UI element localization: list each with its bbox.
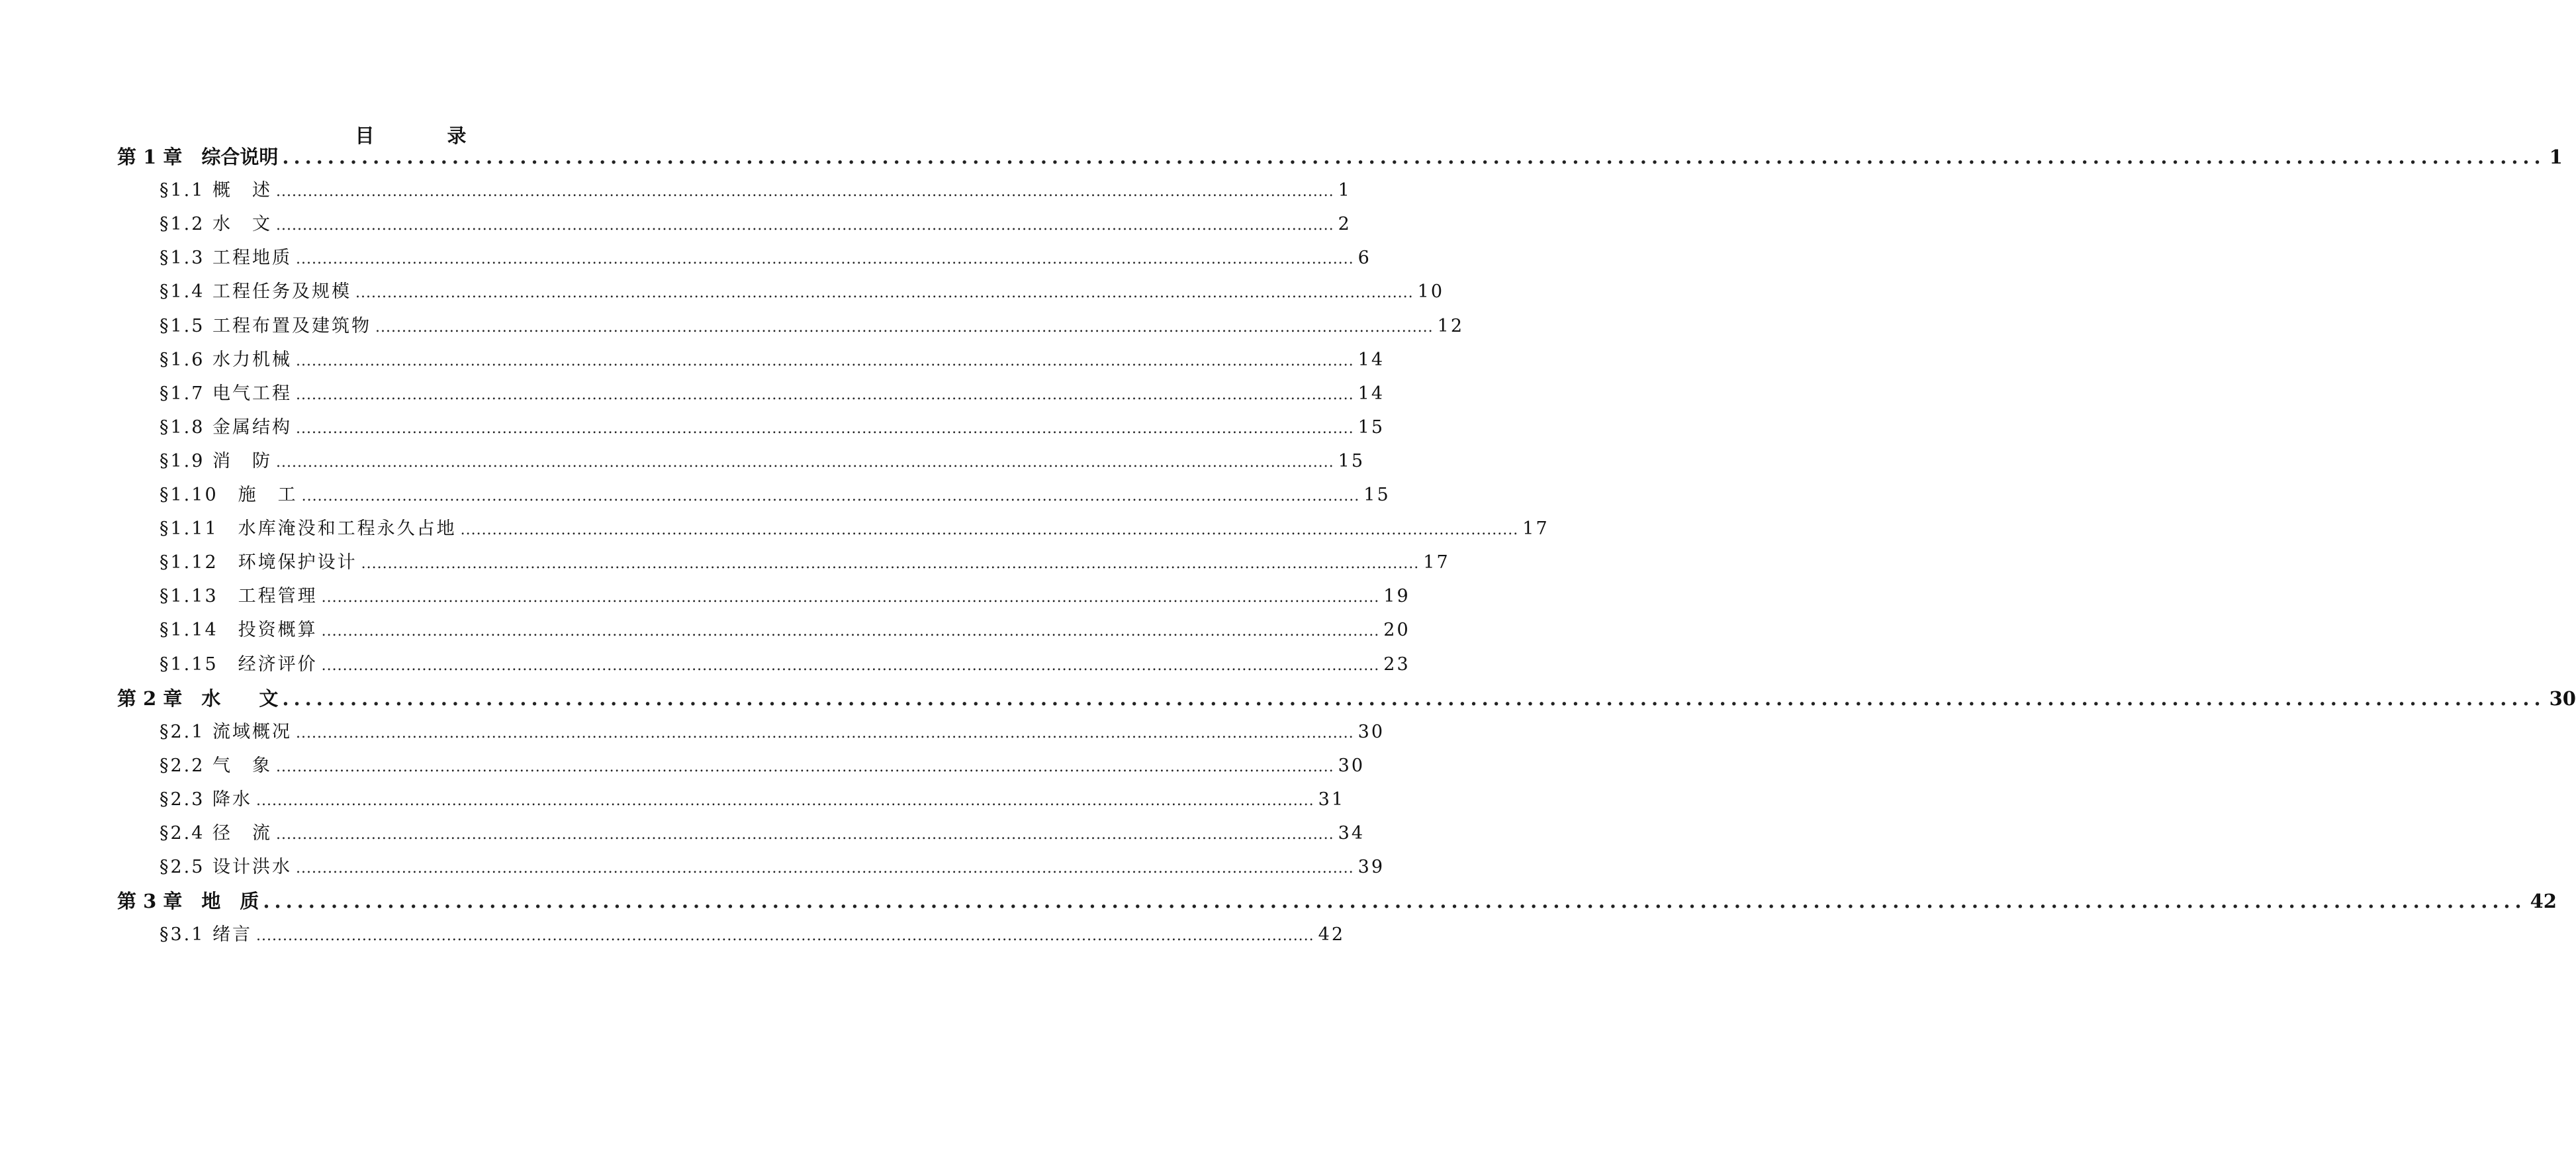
dot-leader: ........................................................................................................................................................................................................: [256, 793, 1314, 809]
dot-leader: ........................................................................................................................................................................................................: [276, 183, 1334, 200]
toc-section-entry[interactable]: [160, 820, 1365, 847]
toc-entry-label: §1.6 水力机械: [160, 350, 293, 370]
toc-entry-label: §1.7 电气工程: [160, 383, 293, 404]
toc-section-entry[interactable]: [160, 583, 1410, 610]
toc-section-entry[interactable]: [160, 753, 1365, 779]
toc-page-number: 17: [1423, 552, 1450, 573]
toc-entry-label: §1.15 经济评价: [160, 654, 318, 675]
toc-entry-label: §2.3 降水: [160, 789, 253, 810]
dot-leader: ........................................................................................................................................................................................................: [296, 860, 1354, 877]
toc-entry-label: §1.10 施 工: [160, 485, 298, 505]
dot-leader: ........................................................................................................................................................................................................: [460, 522, 1519, 538]
toc-entry-label: §2.5 设计洪水: [160, 857, 293, 877]
dot-leader: ........................................................................................................................................................................................................: [276, 454, 1334, 471]
toc-section-entry[interactable]: [160, 482, 1391, 508]
toc-section-entry[interactable]: [160, 617, 1410, 644]
dot-leader: ........................................................................................................................................................................................................: [276, 217, 1334, 234]
toc-page-number: 14: [1357, 350, 1385, 370]
toc-page-number: 20: [1383, 620, 1410, 640]
dot-leader: ........................................................................................................................................................................................................: [276, 826, 1334, 843]
toc-page-number: 6: [1357, 248, 1371, 268]
toc-page-number: 31: [1318, 789, 1346, 810]
dot-leader: ........................................................................................................................................................................................................: [282, 687, 2546, 710]
toc-page-number: 1: [2549, 146, 2563, 168]
toc-entry-label: §1.2 水 文: [160, 214, 273, 234]
toc-chapter-entry[interactable]: [117, 144, 2563, 170]
toc-page-number: 30: [1338, 755, 1365, 776]
toc-page-number: 23: [1383, 654, 1410, 675]
toc-entry-label: §1.13 工程管理: [160, 586, 318, 606]
dot-leader: ........................................................................................................................................................................................................: [375, 319, 1434, 336]
dot-leader: ........................................................................................................................................................................................................: [296, 725, 1354, 742]
toc-page-number: 42: [1318, 924, 1346, 945]
toc-entry-label: §2.4 径 流: [160, 823, 273, 844]
dot-leader: ........................................................................................................................................................................................................: [361, 556, 1420, 572]
dot-leader: ........................................................................................................................................................................................................: [296, 387, 1354, 403]
toc-page-number: 42: [2530, 890, 2557, 912]
toc-page-number: 15: [1357, 417, 1385, 438]
dot-leader: ........................................................................................................................................................................................................: [355, 285, 1414, 301]
toc-entry-label: §1.14 投资概算: [160, 620, 318, 640]
dot-leader: ........................................................................................................................................................................................................: [296, 420, 1354, 437]
toc-page-number: 34: [1338, 823, 1365, 844]
toc-entry-label: §2.1 流域概况: [160, 722, 293, 742]
toc-page-number: 30: [2549, 687, 2576, 710]
toc-entry-label: §1.5 工程布置及建筑物: [160, 316, 372, 336]
toc-entry-label: §3.1 绪言: [160, 924, 253, 945]
toc-section-entry[interactable]: [160, 719, 1385, 746]
toc-page-number: 2: [1338, 214, 1352, 234]
dot-leader: ........................................................................................................................................................................................................: [321, 657, 1380, 674]
toc-chapter-entry[interactable]: [117, 685, 2576, 712]
toc-section-entry[interactable]: [160, 414, 1385, 441]
toc-page-number: 15: [1338, 451, 1365, 471]
dot-leader: ........................................................................................................................................................................................................: [301, 488, 1360, 505]
toc-page-number: 17: [1522, 518, 1549, 539]
toc-chapter-entry[interactable]: [117, 888, 2557, 914]
toc-section-entry[interactable]: [160, 211, 1352, 238]
dot-leader: ........................................................................................................................................................................................................: [321, 589, 1380, 606]
toc-entry-label: §2.2 气 象: [160, 755, 273, 776]
toc-section-entry[interactable]: [160, 516, 1549, 542]
dot-leader: ........................................................................................................................................................................................................: [321, 623, 1380, 640]
toc-entry-label: §1.12 环境保护设计: [160, 552, 357, 573]
toc-entry-label: §1.1 概 述: [160, 180, 273, 201]
toc-entry-label: §1.8 金属结构: [160, 417, 293, 438]
dot-leader: ........................................................................................................................................................................................................: [282, 146, 2546, 168]
toc-page-number: 39: [1357, 857, 1385, 877]
toc-section-entry[interactable]: [160, 550, 1450, 576]
toc-entry-label: §1.11 水库淹没和工程永久占地: [160, 518, 457, 539]
toc-entry-label: 第 2 章 水 文: [117, 687, 279, 710]
toc-page-number: 12: [1437, 316, 1465, 336]
dot-leader: ........................................................................................................................................................................................................: [263, 890, 2526, 912]
dot-leader: ........................................................................................................................................................................................................: [256, 928, 1314, 944]
toc-entry-label: §1.3 工程地质: [160, 248, 293, 268]
toc-section-entry[interactable]: [160, 854, 1385, 881]
toc-section-entry[interactable]: [160, 922, 1346, 948]
toc-section-entry[interactable]: [160, 177, 1352, 204]
dot-leader: ........................................................................................................................................................................................................: [276, 759, 1334, 775]
toc-page-number: 19: [1383, 586, 1410, 606]
toc-page-number: 15: [1363, 485, 1391, 505]
toc-section-entry[interactable]: [160, 313, 1465, 340]
dot-leader: ........................................................................................................................................................................................................: [296, 353, 1354, 369]
toc-page-number: 14: [1357, 383, 1385, 404]
toc-section-entry[interactable]: [160, 652, 1410, 678]
toc-entry-label: §1.9 消 防: [160, 451, 273, 471]
toc-entry-label: 第 3 章 地 质: [117, 890, 259, 912]
toc-section-entry[interactable]: [160, 279, 1445, 305]
toc-title: 目 录: [355, 124, 500, 147]
toc-section-entry[interactable]: [160, 347, 1385, 373]
toc-entry-label: §1.4 工程任务及规模: [160, 281, 352, 302]
toc-page-number: 1: [1338, 180, 1352, 201]
toc-section-entry[interactable]: [160, 787, 1346, 813]
toc-page-number: 10: [1417, 281, 1445, 302]
toc-section-entry[interactable]: [160, 381, 1385, 407]
dot-leader: ........................................................................................................................................................................................................: [296, 251, 1354, 267]
toc-entry-label: 第 1 章 综合说明: [117, 146, 279, 168]
toc-page-number: 30: [1357, 722, 1385, 742]
toc-section-entry[interactable]: [160, 245, 1371, 271]
toc-section-entry[interactable]: [160, 448, 1365, 475]
